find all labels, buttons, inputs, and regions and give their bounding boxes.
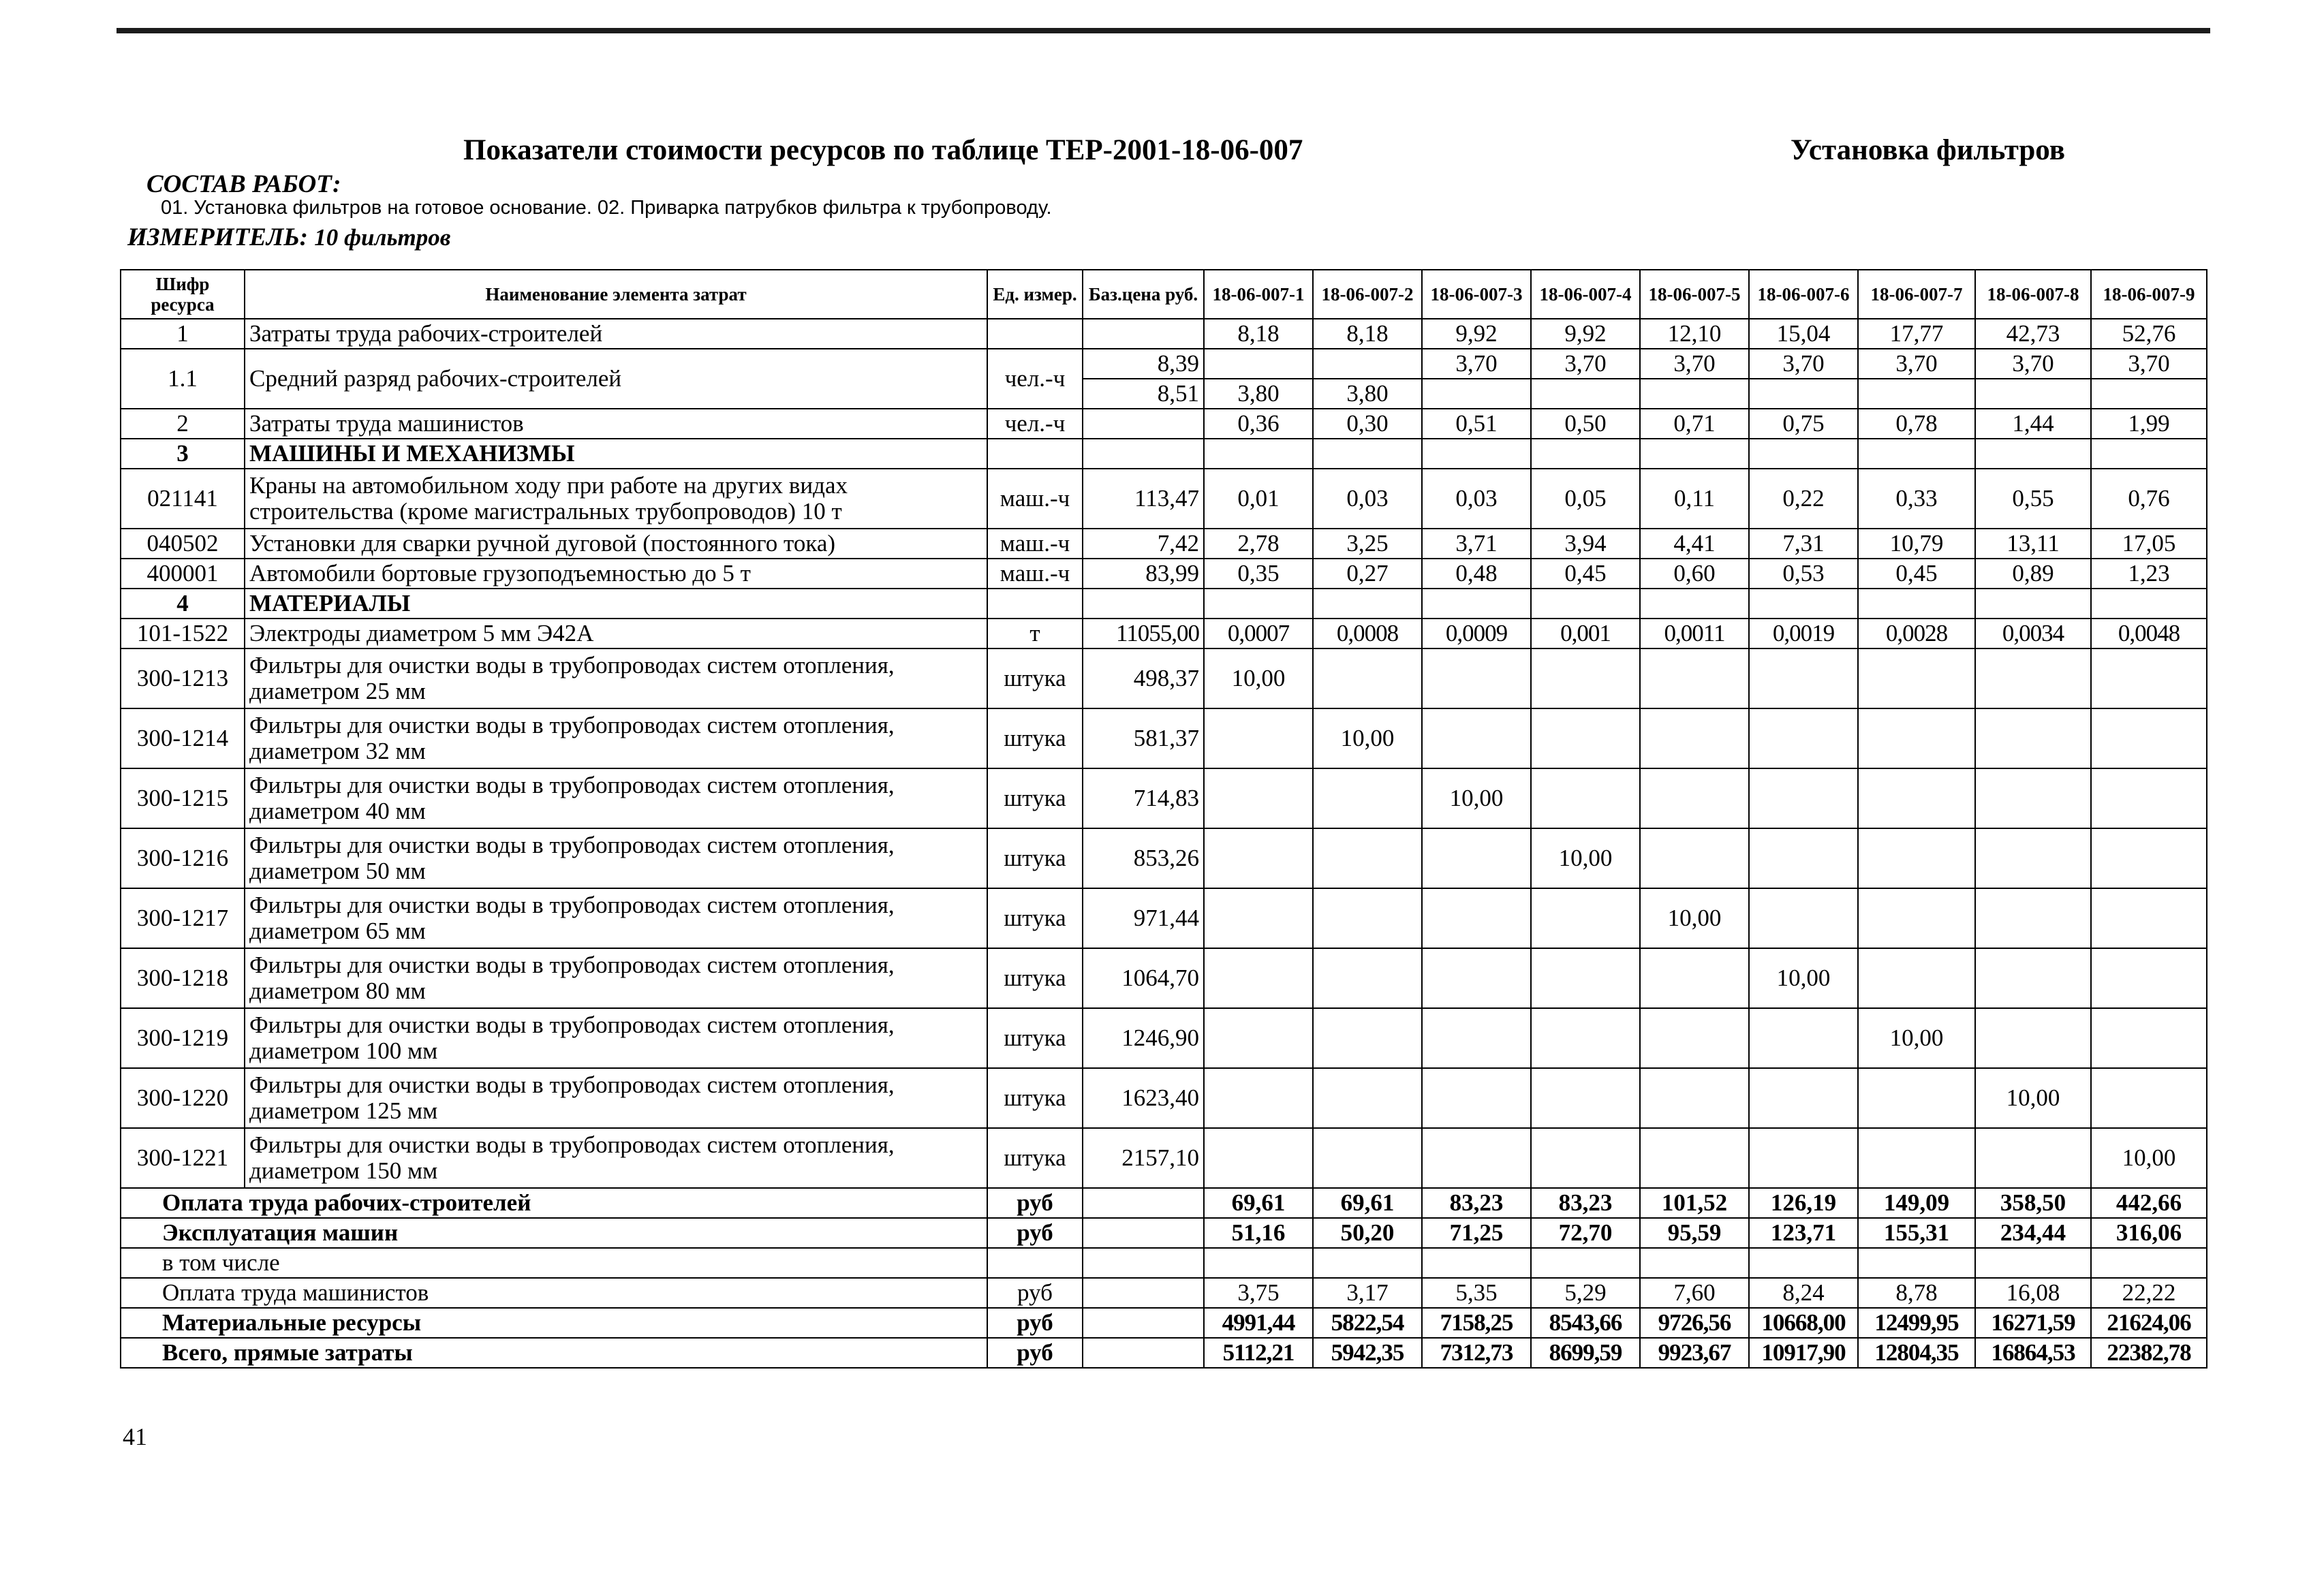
cell-value: 5822,54 (1313, 1308, 1422, 1338)
cell-unit (987, 319, 1083, 349)
total-label: Эксплуатация машин (121, 1218, 987, 1248)
cell-value: 22382,78 (2091, 1338, 2207, 1368)
cell-value: 17,77 (1858, 319, 1975, 349)
name-line: диаметром 32 мм (249, 738, 426, 764)
cell-value: 0,33 (1858, 469, 1975, 529)
cell-price: 853,26 (1083, 828, 1204, 888)
cell-value: 0,0007 (1204, 619, 1313, 648)
cell-value: 0,11 (1640, 469, 1749, 529)
total-row (121, 1338, 2207, 1368)
cell-code: 300-1220 (121, 1068, 245, 1128)
cell-value: 5942,35 (1313, 1338, 1422, 1368)
work-composition-label: СОСТАВ РАБОТ: (146, 170, 341, 198)
cell-value: 3,25 (1313, 529, 1422, 559)
cell-code: 040502 (121, 529, 245, 559)
cell-price: 2157,10 (1083, 1128, 1204, 1188)
name-line: Фильтры для очистки воды в трубопроводах систем отопления, (249, 1012, 895, 1038)
cell-unit: чел.-ч (987, 409, 1083, 439)
cell-value: 10668,00 (1749, 1308, 1858, 1338)
cell-name (245, 1008, 987, 1068)
cell-value: 4,41 (1640, 529, 1749, 559)
cell-value: 5,35 (1422, 1278, 1531, 1308)
cell-value: 126,19 (1749, 1188, 1858, 1218)
table-row (121, 1068, 2207, 1128)
table-row (121, 559, 2207, 589)
name-line: Фильтры для очистки воды в трубопроводах систем отопления, (249, 832, 895, 858)
cell-value (1975, 379, 2091, 409)
table-row (121, 888, 2207, 948)
cell-name (245, 648, 987, 708)
cell-value: 10,00 (1858, 1008, 1975, 1068)
cell-value: 5112,21 (1204, 1338, 1313, 1368)
cell-unit: штука (987, 708, 1083, 768)
cell-value: 9923,67 (1640, 1338, 1749, 1368)
cell-unit: т (987, 619, 1083, 648)
cell-code: 1.1 (121, 349, 245, 409)
cell-value: 0,60 (1640, 559, 1749, 589)
cell-value: 52,76 (2091, 319, 2207, 349)
cell-value: 0,03 (1422, 469, 1531, 529)
header-col: 18-06-007-8 (1975, 270, 2091, 319)
cell-value: 72,70 (1531, 1218, 1640, 1248)
cell-value: 0,36 (1204, 409, 1313, 439)
cell-price: 714,83 (1083, 768, 1204, 828)
header-col: 18-06-007-7 (1858, 270, 1975, 319)
name-line: диаметром 40 мм (249, 798, 426, 824)
cell-value: 12499,95 (1858, 1308, 1975, 1338)
total-row (121, 1308, 2207, 1338)
cell-value: 3,70 (1640, 349, 1749, 379)
table-row (121, 1128, 2207, 1188)
cell-value: 0,71 (1640, 409, 1749, 439)
cell-name (245, 1128, 987, 1188)
header-col: 18-06-007-6 (1749, 270, 1858, 319)
cell-unit: штука (987, 888, 1083, 948)
cell-value: 12804,35 (1858, 1338, 1975, 1368)
cell-price: 11055,00 (1083, 619, 1204, 648)
measure-label-text: ИЗМЕРИТЕЛЬ: (127, 223, 308, 251)
cell-value: 16,08 (1975, 1278, 2091, 1308)
table-row (121, 529, 2207, 559)
cell-value: 7158,25 (1422, 1308, 1531, 1338)
section-title: МАШИНЫ И МЕХАНИЗМЫ (245, 439, 987, 469)
cell-value (1858, 379, 1975, 409)
cell-unit: руб (987, 1308, 1083, 1338)
section-title: Установка фильтров (1791, 134, 2065, 166)
cell-value: 42,73 (1975, 319, 2091, 349)
header-col: 18-06-007-9 (2091, 270, 2207, 319)
cell-value: 101,52 (1640, 1188, 1749, 1218)
cell-value: 0,30 (1313, 409, 1422, 439)
cell-value: 155,31 (1858, 1218, 1975, 1248)
cell-unit: штука (987, 948, 1083, 1008)
name-line: диаметром 125 мм (249, 1097, 438, 1124)
table-row (121, 948, 2207, 1008)
cell-value: 3,75 (1204, 1278, 1313, 1308)
cell-price: 581,37 (1083, 708, 1204, 768)
name-line: диаметром 25 мм (249, 678, 426, 704)
cell-value: 83,23 (1422, 1188, 1531, 1218)
cell-value: 3,71 (1422, 529, 1531, 559)
cell-code: 300-1213 (121, 648, 245, 708)
cell-value: 95,59 (1640, 1218, 1749, 1248)
total-label: Всего, прямые затраты (121, 1338, 987, 1368)
header-price: Баз.цена руб. (1083, 270, 1204, 319)
measure-label (127, 223, 450, 252)
cell-name (245, 768, 987, 828)
cell-value: 3,70 (2091, 349, 2207, 379)
cell-name: Электроды диаметром 5 мм Э42А (245, 619, 987, 648)
cell-price (1083, 319, 1204, 349)
cell-price: 7,42 (1083, 529, 1204, 559)
cell-value: 0,05 (1531, 469, 1640, 529)
cell-value: 3,80 (1313, 379, 1422, 409)
cell-value: 149,09 (1858, 1188, 1975, 1218)
header-col: 18-06-007-4 (1531, 270, 1640, 319)
table-row (121, 648, 2207, 708)
table-row (121, 1008, 2207, 1068)
cell-value: 10,00 (2091, 1128, 2207, 1188)
cell-unit: штука (987, 1068, 1083, 1128)
cell-price: 1246,90 (1083, 1008, 1204, 1068)
cell-price (1083, 409, 1204, 439)
header-col: 18-06-007-5 (1640, 270, 1749, 319)
cell-value: 0,45 (1858, 559, 1975, 589)
cell-value: 10,00 (1640, 888, 1749, 948)
header-code: Шифр ресурса (121, 270, 245, 319)
cell-value: 9,92 (1422, 319, 1531, 349)
table-row (121, 619, 2207, 648)
cell-price: 83,99 (1083, 559, 1204, 589)
cell-value: 0,03 (1313, 469, 1422, 529)
name-line: Фильтры для очистки воды в трубопроводах систем отопления, (249, 652, 895, 678)
cell-value: 9,92 (1531, 319, 1640, 349)
cell-unit: руб (987, 1218, 1083, 1248)
resource-cost-table (120, 269, 2207, 1369)
cell-value: 234,44 (1975, 1218, 2091, 1248)
total-label: Оплата труда машинистов (121, 1278, 987, 1308)
cell-unit: руб (987, 1338, 1083, 1368)
cell-unit: штука (987, 648, 1083, 708)
table-row (121, 469, 2207, 529)
cell-code: 4 (121, 589, 245, 619)
cell-price: 971,44 (1083, 888, 1204, 948)
cell-value: 10,79 (1858, 529, 1975, 559)
name-line: Фильтры для очистки воды в трубопроводах систем отопления, (249, 952, 895, 978)
cell-code: 300-1214 (121, 708, 245, 768)
cell-value: 0,27 (1313, 559, 1422, 589)
total-row (121, 1188, 2207, 1218)
cell-value: 0,78 (1858, 409, 1975, 439)
cell-unit: чел.-ч (987, 349, 1083, 409)
cell-value: 0,22 (1749, 469, 1858, 529)
name-line: диаметром 50 мм (249, 858, 426, 884)
table-row (121, 409, 2207, 439)
cell-value: 1,44 (1975, 409, 2091, 439)
cell-value: 0,35 (1204, 559, 1313, 589)
cell-unit: штука (987, 768, 1083, 828)
cell-code: 300-1217 (121, 888, 245, 948)
cell-unit: руб (987, 1188, 1083, 1218)
cell-value: 0,0048 (2091, 619, 2207, 648)
cell-name (245, 948, 987, 1008)
cell-value: 3,70 (1531, 349, 1640, 379)
top-rule (117, 28, 2210, 33)
cell-name (245, 708, 987, 768)
header-col: 18-06-007-3 (1422, 270, 1531, 319)
cell-unit: маш.-ч (987, 559, 1083, 589)
cell-value: 8,18 (1204, 319, 1313, 349)
cell-value: 13,11 (1975, 529, 2091, 559)
cell-value: 0,0028 (1858, 619, 1975, 648)
cell-value: 0,01 (1204, 469, 1313, 529)
cell-name: Затраты труда рабочих-строителей (245, 319, 987, 349)
cell-value: 50,20 (1313, 1218, 1422, 1248)
cell-name: Установки для сварки ручной дуговой (постоянного тока) (245, 529, 987, 559)
cell-name (245, 828, 987, 888)
table-row (121, 349, 2207, 379)
cell-value: 0,48 (1422, 559, 1531, 589)
total-row (121, 1248, 2207, 1278)
cell-value: 7,31 (1749, 529, 1858, 559)
cell-value: 442,66 (2091, 1188, 2207, 1218)
cell-value: 5,29 (1531, 1278, 1640, 1308)
cell-value: 4991,44 (1204, 1308, 1313, 1338)
cell-value: 3,70 (1858, 349, 1975, 379)
table-row (121, 708, 2207, 768)
cell-value: 3,94 (1531, 529, 1640, 559)
cell-price: 1064,70 (1083, 948, 1204, 1008)
total-label: в том числе (121, 1248, 987, 1278)
cell-name: Затраты труда машинистов (245, 409, 987, 439)
cell-value (1313, 349, 1422, 379)
cell-value: 0,001 (1531, 619, 1640, 648)
cell-value: 17,05 (2091, 529, 2207, 559)
cell-value: 0,55 (1975, 469, 2091, 529)
cell-value (1640, 379, 1749, 409)
name-line: Фильтры для очистки воды в трубопроводах систем отопления, (249, 892, 895, 918)
total-label: Оплата труда рабочих-строителей (121, 1188, 987, 1218)
cell-code: 300-1221 (121, 1128, 245, 1188)
name-line: Фильтры для очистки воды в трубопроводах систем отопления, (249, 1072, 895, 1098)
cell-value: 7312,73 (1422, 1338, 1531, 1368)
cell-code: 300-1216 (121, 828, 245, 888)
cell-value: 3,70 (1422, 349, 1531, 379)
cell-value: 21624,06 (2091, 1308, 2207, 1338)
section-title: МАТЕРИАЛЫ (245, 589, 987, 619)
cell-name (245, 1068, 987, 1128)
cell-code: 1 (121, 319, 245, 349)
cell-value: 0,0009 (1422, 619, 1531, 648)
cell-value: 8,78 (1858, 1278, 1975, 1308)
name-line: Фильтры для очистки воды в трубопроводах систем отопления, (249, 712, 895, 738)
name-line: Фильтры для очистки воды в трубопроводах систем отопления, (249, 1131, 895, 1158)
cell-value: 3,80 (1204, 379, 1313, 409)
header-unit: Ед. измер. (987, 270, 1083, 319)
cell-code: 300-1215 (121, 768, 245, 828)
name-line: Фильтры для очистки воды в трубопроводах систем отопления, (249, 772, 895, 798)
cell-unit: штука (987, 828, 1083, 888)
cell-value: 10,00 (1313, 708, 1422, 768)
cell-value: 0,76 (2091, 469, 2207, 529)
cell-value: 3,70 (1749, 349, 1858, 379)
cell-value: 0,50 (1531, 409, 1640, 439)
name-line: диаметром 100 мм (249, 1037, 438, 1064)
cell-value: 10,00 (1531, 828, 1640, 888)
table-row (121, 768, 2207, 828)
cell-price: 113,47 (1083, 469, 1204, 529)
cell-value: 69,61 (1313, 1188, 1422, 1218)
cell-code: 300-1219 (121, 1008, 245, 1068)
cell-value: 0,0011 (1640, 619, 1749, 648)
cell-value: 0,75 (1749, 409, 1858, 439)
cell-value: 2,78 (1204, 529, 1313, 559)
cell-value: 3,70 (1975, 349, 2091, 379)
cell-unit: руб (987, 1278, 1083, 1308)
cell-value (1422, 379, 1531, 409)
cell-unit: штука (987, 1128, 1083, 1188)
work-composition-text: 01. Установка фильтров на готовое основание. 02. Приварка патрубков фильтра к трубопроводу. (161, 197, 1052, 219)
cell-value: 22,22 (2091, 1278, 2207, 1308)
cell-unit: маш.-ч (987, 529, 1083, 559)
cell-value: 12,10 (1640, 319, 1749, 349)
cell-value: 10,00 (1204, 648, 1313, 708)
cell-value: 316,06 (2091, 1218, 2207, 1248)
cell-value: 16864,53 (1975, 1338, 2091, 1368)
cell-value: 8,24 (1749, 1278, 1858, 1308)
cell-price: 8,51 (1083, 379, 1204, 409)
cell-value: 8699,59 (1531, 1338, 1640, 1368)
cell-value: 10,00 (1975, 1068, 2091, 1128)
cell-value: 3,17 (1313, 1278, 1422, 1308)
cell-value: 0,53 (1749, 559, 1858, 589)
cell-price: 498,37 (1083, 648, 1204, 708)
table-row (121, 319, 2207, 349)
cell-value: 8543,66 (1531, 1308, 1640, 1338)
cell-unit: штука (987, 1008, 1083, 1068)
cell-value: 7,60 (1640, 1278, 1749, 1308)
cell-value: 9726,56 (1640, 1308, 1749, 1338)
cell-value: 0,45 (1531, 559, 1640, 589)
header-col: 18-06-007-2 (1313, 270, 1422, 319)
cell-value: 1,99 (2091, 409, 2207, 439)
cell-price: 8,39 (1083, 349, 1204, 379)
cell-name: Краны на автомобильном ходу при работе на других видах строительства (кроме магистральных трубопроводов) 10 т (245, 469, 987, 529)
cell-value (1204, 349, 1313, 379)
document-title: Показатели стоимости ресурсов по таблице ТЕР-2001-18-06-007 (463, 134, 1303, 166)
name-line: диаметром 65 мм (249, 918, 426, 944)
measure-value: 10 фильтров (314, 224, 451, 251)
cell-price: 1623,40 (1083, 1068, 1204, 1128)
table-row (121, 828, 2207, 888)
cell-code: 3 (121, 439, 245, 469)
cell-name: Автомобили бортовые грузоподъемностью до 5 т (245, 559, 987, 589)
cell-value: 69,61 (1204, 1188, 1313, 1218)
cell-code: 101-1522 (121, 619, 245, 648)
cell-value: 0,0034 (1975, 619, 2091, 648)
cell-name: Средний разряд рабочих-строителей (245, 349, 987, 409)
total-label: Материальные ресурсы (121, 1308, 987, 1338)
page-number: 41 (123, 1423, 147, 1450)
header-name: Наименование элемента затрат (245, 270, 987, 319)
cell-value: 358,50 (1975, 1188, 2091, 1218)
cell-value: 51,16 (1204, 1218, 1313, 1248)
cell-value: 16271,59 (1975, 1308, 2091, 1338)
total-row (121, 1278, 2207, 1308)
total-row (121, 1218, 2207, 1248)
cell-code: 2 (121, 409, 245, 439)
cell-value (2091, 379, 2207, 409)
name-line: диаметром 150 мм (249, 1157, 438, 1184)
cell-value (1531, 379, 1640, 409)
cell-name (245, 888, 987, 948)
section-row (121, 589, 2207, 619)
cell-value: 10,00 (1749, 948, 1858, 1008)
cell-code: 300-1218 (121, 948, 245, 1008)
cell-value: 15,04 (1749, 319, 1858, 349)
cell-value: 10,00 (1422, 768, 1531, 828)
cell-value: 0,51 (1422, 409, 1531, 439)
cell-value: 0,0019 (1749, 619, 1858, 648)
cell-value: 83,23 (1531, 1188, 1640, 1218)
cell-value (1749, 379, 1858, 409)
name-line: диаметром 80 мм (249, 978, 426, 1004)
cell-value: 0,0008 (1313, 619, 1422, 648)
cell-unit: маш.-ч (987, 469, 1083, 529)
section-row (121, 439, 2207, 469)
cell-value: 0,89 (1975, 559, 2091, 589)
header-col: 18-06-007-1 (1204, 270, 1313, 319)
cell-value: 1,23 (2091, 559, 2207, 589)
cell-value: 10917,90 (1749, 1338, 1858, 1368)
cell-code: 400001 (121, 559, 245, 589)
table-header-row (121, 270, 2207, 319)
cell-value: 71,25 (1422, 1218, 1531, 1248)
cell-value: 123,71 (1749, 1218, 1858, 1248)
cell-code: 021141 (121, 469, 245, 529)
cell-value: 8,18 (1313, 319, 1422, 349)
